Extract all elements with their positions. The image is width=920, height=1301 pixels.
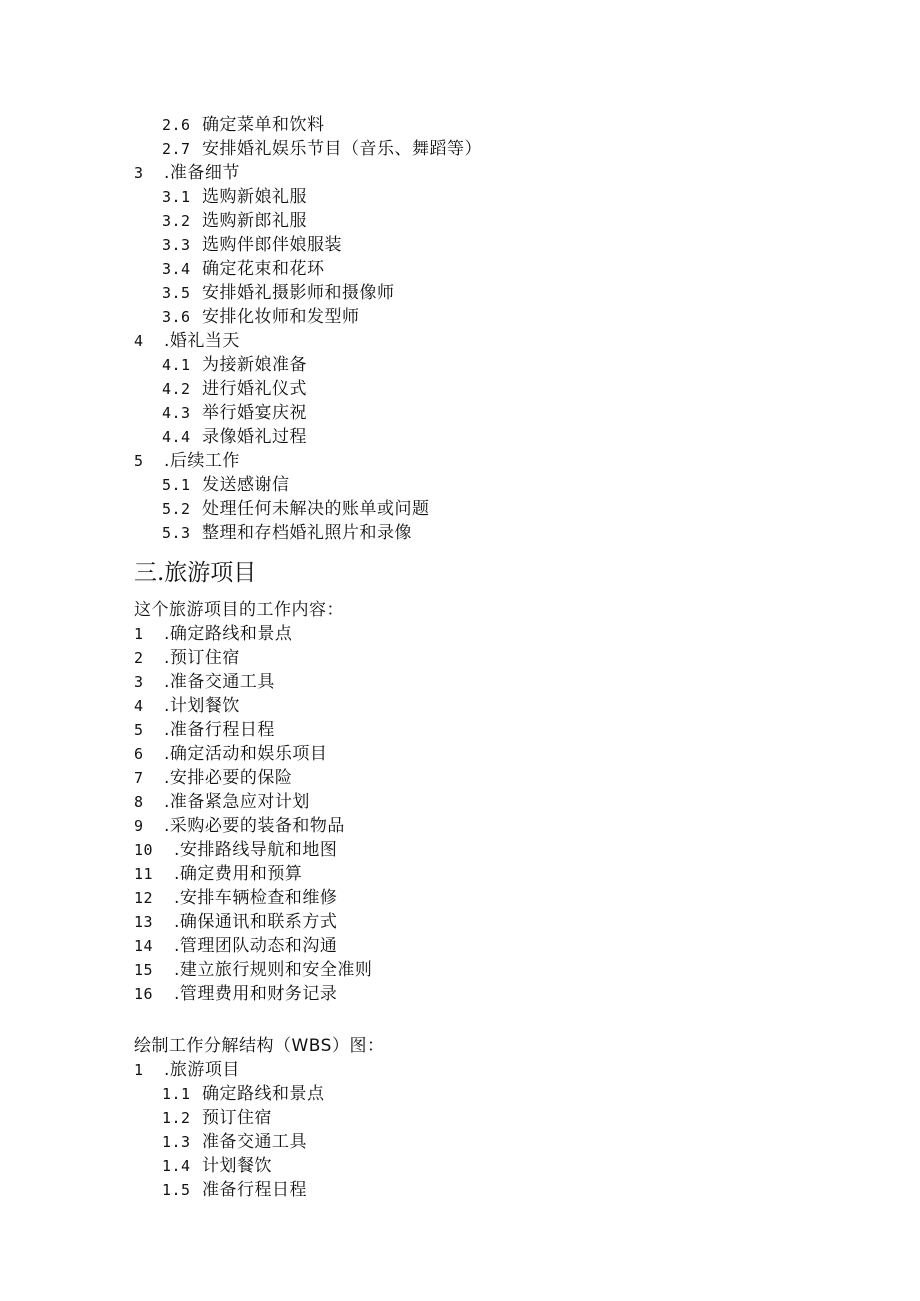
travel-item-3 xyxy=(134,670,275,694)
item-number: 12 xyxy=(134,889,154,907)
travel-item-7 xyxy=(134,766,292,790)
item-text: 计划餐饮 xyxy=(202,1156,272,1176)
item-text: .管理团队动态和沟通 xyxy=(174,936,338,956)
travel-item-8 xyxy=(134,790,310,814)
item-number: 3.2 xyxy=(162,212,191,230)
wbs-item-4-3 xyxy=(162,401,307,425)
item-number: 2.6 xyxy=(162,116,191,134)
section-text: .后续工作 xyxy=(164,451,240,471)
item-number: 3.4 xyxy=(162,260,191,278)
item-text: .计划餐饮 xyxy=(164,696,240,716)
item-number: 16 xyxy=(134,985,154,1003)
item-number: 4.1 xyxy=(162,356,191,374)
wbs-item-1-1 xyxy=(162,1082,325,1106)
item-number: 1.1 xyxy=(162,1085,191,1103)
item-text: 准备行程日程 xyxy=(202,1180,307,1200)
item-text: .安排必要的保险 xyxy=(164,768,293,788)
wbs-item-3-4 xyxy=(162,257,325,281)
item-number: 3 xyxy=(134,673,144,691)
item-text: .安排车辆检查和维修 xyxy=(174,888,338,908)
item-text: .安排路线导航和地图 xyxy=(174,840,338,860)
item-text: .确保通讯和联系方式 xyxy=(174,912,338,932)
item-text: .采购必要的装备和物品 xyxy=(164,816,345,836)
wbs-section-5 xyxy=(134,449,240,473)
item-text: 为接新娘准备 xyxy=(202,355,307,375)
item-number: 1.4 xyxy=(162,1157,191,1175)
item-number: 2 xyxy=(134,649,144,667)
item-number: 1.2 xyxy=(162,1109,191,1127)
item-number: 10 xyxy=(134,841,154,859)
section-text: .婚礼当天 xyxy=(164,331,240,351)
item-text: 预订住宿 xyxy=(202,1108,272,1128)
wbs-item-5-2 xyxy=(162,497,430,521)
section-number: 5 xyxy=(134,452,144,470)
item-number: 15 xyxy=(134,961,154,979)
item-number: 2.7 xyxy=(162,140,191,158)
section-number: 3 xyxy=(134,164,144,182)
travel-item-2 xyxy=(134,646,240,670)
item-number: 7 xyxy=(134,769,144,787)
item-text: 安排婚礼娱乐节目（音乐、舞蹈等） xyxy=(202,139,482,159)
item-text: .准备交通工具 xyxy=(164,672,275,692)
item-number: 3.5 xyxy=(162,284,191,302)
travel-item-13 xyxy=(134,910,337,934)
travel-item-16 xyxy=(134,982,337,1006)
item-text: 安排婚礼摄影师和摄像师 xyxy=(202,283,395,303)
item-text: 确定花束和花环 xyxy=(202,259,325,279)
item-number: 1 xyxy=(134,625,144,643)
wbs-item-4-4 xyxy=(162,425,307,449)
item-text: 录像婚礼过程 xyxy=(202,427,307,447)
wbs-item-1-5 xyxy=(162,1178,307,1202)
travel-item-1 xyxy=(134,622,292,646)
wbs-item-3-5 xyxy=(162,281,395,305)
section-number: 4 xyxy=(134,332,144,350)
item-number: 4.2 xyxy=(162,380,191,398)
item-text: .管理费用和财务记录 xyxy=(174,984,338,1004)
wbs-item-5-3 xyxy=(162,521,412,545)
wbs-intro: 绘制工作分解结构（WBS）图： xyxy=(134,1036,385,1056)
item-number: 4 xyxy=(134,697,144,715)
item-text: 进行婚礼仪式 xyxy=(202,379,307,399)
item-text: 发送感谢信 xyxy=(202,475,290,495)
wbs-item-1-3 xyxy=(162,1130,307,1154)
travel-item-6 xyxy=(134,742,327,766)
item-number: 4.3 xyxy=(162,404,191,422)
travel-item-14 xyxy=(134,934,337,958)
root-number: 1 xyxy=(134,1061,144,1079)
item-number: 8 xyxy=(134,793,144,811)
item-text: .准备行程日程 xyxy=(164,720,275,740)
item-text: 准备交通工具 xyxy=(202,1132,307,1152)
item-number: 1.3 xyxy=(162,1133,191,1151)
item-text: 安排化妆师和发型师 xyxy=(202,307,360,327)
root-text: .旅游项目 xyxy=(164,1060,240,1080)
item-number: 3.6 xyxy=(162,308,191,326)
item-number: 9 xyxy=(134,817,144,835)
wbs-item-4-2 xyxy=(162,377,307,401)
item-text: 选购新郎礼服 xyxy=(202,211,307,231)
item-text: 整理和存档婚礼照片和录像 xyxy=(202,523,412,543)
item-number: 5 xyxy=(134,721,144,739)
item-number: 3.1 xyxy=(162,188,191,206)
wbs-section-3 xyxy=(134,161,240,185)
wbs-section-4 xyxy=(134,329,240,353)
item-text: .预订住宿 xyxy=(164,648,240,668)
item-text: .确定费用和预算 xyxy=(174,864,303,884)
wbs-root xyxy=(134,1058,240,1082)
item-number: 5.3 xyxy=(162,524,191,542)
item-text: 确定菜单和饮料 xyxy=(202,115,325,135)
item-text: .确定活动和娱乐项目 xyxy=(164,744,328,764)
wbs-item-3-1 xyxy=(162,185,307,209)
item-number: 4.4 xyxy=(162,428,191,446)
section-heading-travel: 三.旅游项目 xyxy=(134,560,257,586)
wbs-item-3-6 xyxy=(162,305,360,329)
item-number: 1.5 xyxy=(162,1181,191,1199)
wbs-item-1-4 xyxy=(162,1154,272,1178)
travel-item-4 xyxy=(134,694,240,718)
wbs-item-2-7 xyxy=(162,137,482,161)
wbs-item-3-2 xyxy=(162,209,307,233)
item-text: .确定路线和景点 xyxy=(164,624,293,644)
item-text: 举行婚宴庆祝 xyxy=(202,403,307,423)
travel-item-5 xyxy=(134,718,275,742)
wbs-item-3-3 xyxy=(162,233,342,257)
item-number: 14 xyxy=(134,937,154,955)
item-number: 6 xyxy=(134,745,144,763)
wbs-item-1-2 xyxy=(162,1106,272,1130)
travel-item-12 xyxy=(134,886,337,910)
wbs-item-2-6 xyxy=(162,113,325,137)
item-number: 13 xyxy=(134,913,154,931)
item-text: 确定路线和景点 xyxy=(202,1084,325,1104)
item-text: 选购新娘礼服 xyxy=(202,187,307,207)
wbs-item-4-1 xyxy=(162,353,307,377)
travel-item-9 xyxy=(134,814,345,838)
travel-item-11 xyxy=(134,862,302,886)
item-number: 5.1 xyxy=(162,476,191,494)
travel-item-10 xyxy=(134,838,337,862)
item-text: 处理任何未解决的账单或问题 xyxy=(202,499,430,519)
wbs-item-5-1 xyxy=(162,473,290,497)
item-number: 11 xyxy=(134,865,154,883)
item-text: .建立旅行规则和安全准则 xyxy=(174,960,373,980)
travel-intro: 这个旅游项目的工作内容： xyxy=(134,600,344,620)
section-text: .准备细节 xyxy=(164,163,240,183)
travel-item-15 xyxy=(134,958,372,982)
item-text: .准备紧急应对计划 xyxy=(164,792,310,812)
item-text: 选购伴郎伴娘服装 xyxy=(202,235,342,255)
item-number: 3.3 xyxy=(162,236,191,254)
item-number: 5.2 xyxy=(162,500,191,518)
